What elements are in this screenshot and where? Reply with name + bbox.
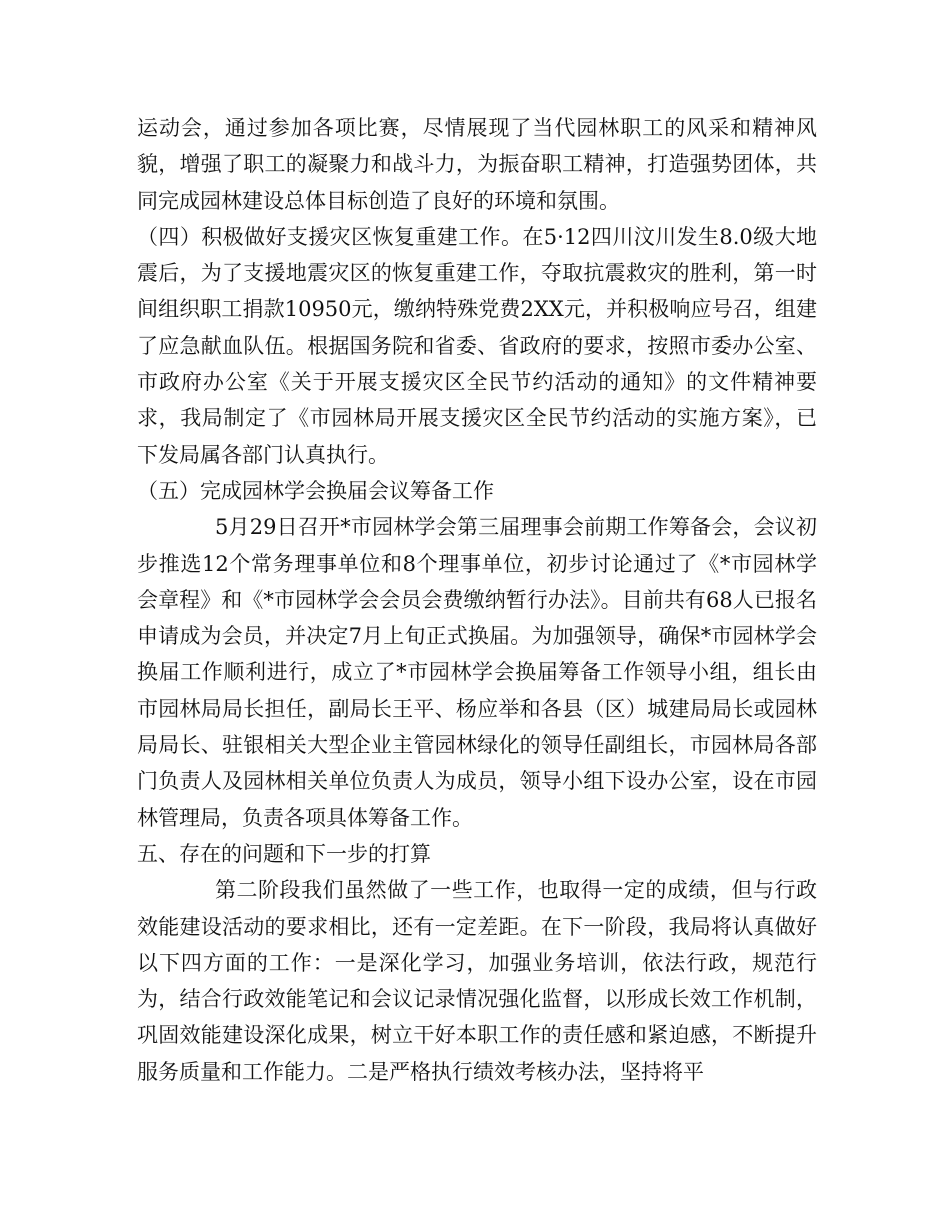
heading-problems-plans: 五、存在的问题和下一步的打算 (137, 841, 431, 866)
paragraph-problems-plans: 第二阶段我们虽然做了一些工作，也取得一定的成绩，但与行政效能建设活动的要求相比，还有一定差距。在下一阶段，我局将认真做好以下四方面的工作：一是深化学习，加强业务培训，依法行政，规范行为，结合行政效能笔记和会议记录情况强化监督，以形成长效工作机制，巩固效能建设深化成果，树立干好本职工作的责任感和紧迫感，不断提升服务质量和工作能力。二是严格执行绩效考核办法，坚持将平 (137, 878, 817, 1084)
paragraph-disaster-relief: （四）积极做好支援灾区恢复重建工作。在5·12四川汶川发生8.0级大地震后，为了支援地震灾区的恢复重建工作，夺取抗震救灾的胜利，第一时间组织职工捐款10950元，缴纳特殊党费2XX元，并积极响应号召，组建了应急献血队伍。根据国务院和省委、省政府的要求，按照市委办公室、市政府办公室《关于开展支援灾区全民节约活动的通知》的文件精神要求，我局制定了《市园林局开展支援灾区全民节约活动的实施方案》，已下发局属各部门认真执行。 (137, 224, 817, 467)
document-body (137, 110, 817, 1090)
paragraph-sports-meet: 运动会，通过参加各项比赛，尽情展现了当代园林职工的风采和精神风貌，增强了职工的凝聚力和战斗力，为振奋职工精神，打造强势团体，共同完成园林建设总体目标创造了良好的环境和氛围。 (137, 116, 817, 213)
heading-society-election: （五）完成园林学会换届会议筹备工作 (137, 478, 494, 503)
paragraph-society-election: 5月29日召开*市园林学会第三届理事会前期工作筹备会，会议初步推选12个常务理事单位和8个理事单位，初步讨论通过了《*市园林学会章程》和《*市园林学会会员会费缴纳暂行办法》。目前共有68人已报名申请成为会员，并决定7月上旬正式换届。为加强领导，确保*市园林学会换届工作顺利进行，成立了*市园林学会换届筹备工作领导小组，组长由市园林局局长担任，副局长王平、杨应举和各县（区）城建局局长或园林局局长、驻银相关大型企业主管园林绿化的领导任副组长，市园林局各部门负责人及园林相关单位负责人为成员，领导小组下设办公室，设在市园林管理局，负责各项具体筹备工作。 (137, 515, 817, 830)
